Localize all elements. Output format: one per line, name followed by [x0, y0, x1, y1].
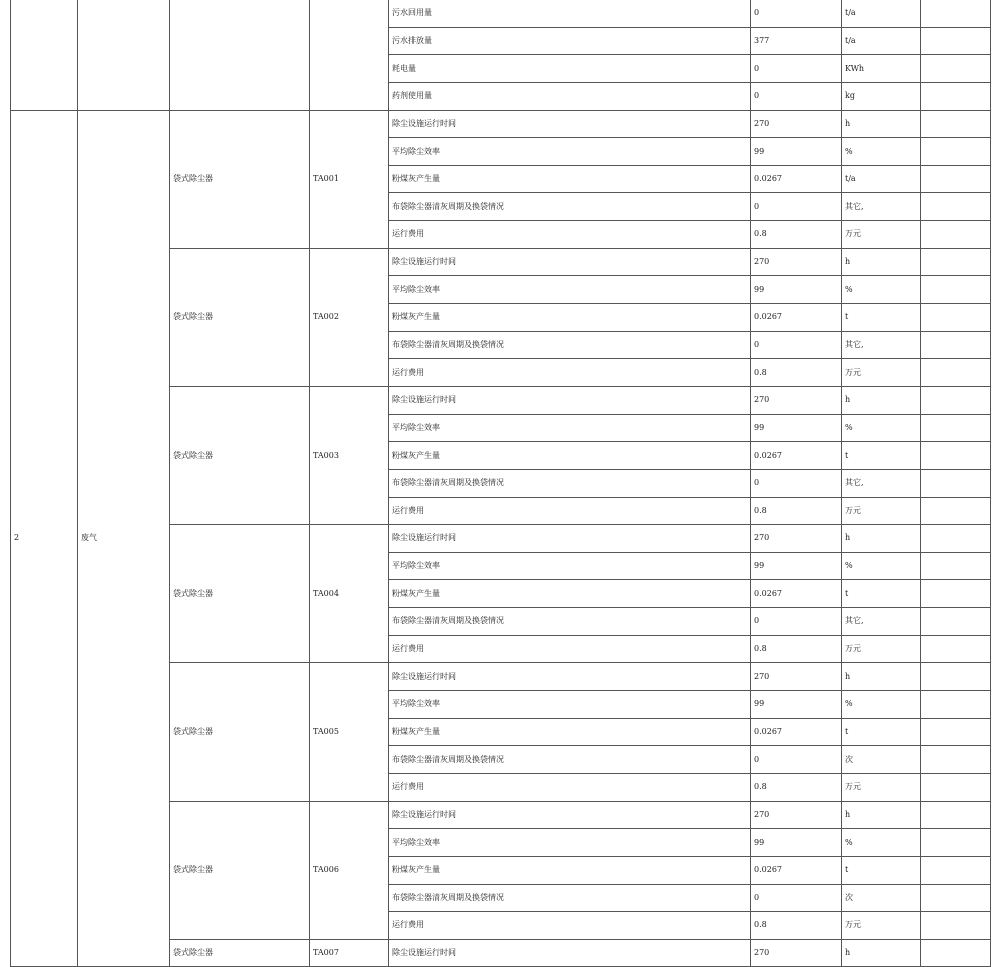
remark-cell: [921, 110, 991, 138]
indicator-cell: 粉煤灰产生量: [389, 165, 751, 193]
table-body: [11, 0, 991, 967]
remark-cell: [921, 746, 991, 774]
unit-cell: t: [842, 304, 921, 332]
unit-cell: %: [842, 138, 921, 166]
indicator-cell: 平均除尘效率: [389, 276, 751, 304]
facility-code-cell: TA002: [310, 248, 389, 386]
unit-cell: 万元: [842, 221, 921, 249]
unit-cell: 次: [842, 884, 921, 912]
value-cell: 0.0267: [751, 304, 842, 332]
unit-cell: h: [842, 663, 921, 691]
indicator-cell: 运行费用: [389, 497, 751, 525]
indicator-cell: 平均除尘效率: [389, 829, 751, 857]
remark-cell: [921, 55, 991, 83]
unit-cell: h: [842, 801, 921, 829]
remark-cell: [921, 165, 991, 193]
remark-cell: [921, 497, 991, 525]
unit-cell: 其它,: [842, 469, 921, 497]
value-cell: 270: [751, 525, 842, 553]
value-cell: 0.0267: [751, 442, 842, 470]
remark-cell: [921, 248, 991, 276]
indicator-cell: 平均除尘效率: [389, 691, 751, 719]
value-cell: 0.0267: [751, 718, 842, 746]
facility-name-cell: 袋式除尘器: [170, 939, 310, 967]
report-table: [10, 0, 991, 967]
remark-cell: [921, 552, 991, 580]
unit-cell: 万元: [842, 497, 921, 525]
indicator-cell: 药剂使用量: [389, 82, 751, 110]
indicator-cell: 布袋除尘器清灰周期及换袋情况: [389, 331, 751, 359]
indicator-cell: 除尘设施运行时间: [389, 110, 751, 138]
facility-code-cell: TA007: [310, 939, 389, 967]
unit-cell: 万元: [842, 359, 921, 387]
indicator-cell: 布袋除尘器清灰周期及换袋情况: [389, 469, 751, 497]
value-cell: 99: [751, 829, 842, 857]
indicator-cell: 布袋除尘器清灰周期及换袋情况: [389, 746, 751, 774]
unit-cell: 其它,: [842, 608, 921, 636]
indicator-cell: 污水排放量: [389, 27, 751, 55]
remark-cell: [921, 525, 991, 553]
value-cell: 99: [751, 138, 842, 166]
indicator-cell: 粉煤灰产生量: [389, 856, 751, 884]
category-cell: [78, 0, 170, 110]
unit-cell: h: [842, 110, 921, 138]
value-cell: 377: [751, 27, 842, 55]
remark-cell: [921, 221, 991, 249]
remark-cell: [921, 414, 991, 442]
value-cell: 270: [751, 939, 842, 967]
indicator-cell: 除尘设施运行时间: [389, 663, 751, 691]
value-cell: 0.0267: [751, 856, 842, 884]
value-cell: 0.0267: [751, 580, 842, 608]
remark-cell: [921, 691, 991, 719]
remark-cell: [921, 773, 991, 801]
remark-cell: [921, 580, 991, 608]
unit-cell: %: [842, 414, 921, 442]
indicator-cell: 除尘设施运行时间: [389, 386, 751, 414]
indicator-cell: 运行费用: [389, 221, 751, 249]
remark-cell: [921, 718, 991, 746]
table-row: [11, 110, 991, 138]
indicator-cell: 布袋除尘器清灰周期及换袋情况: [389, 884, 751, 912]
unit-cell: 其它,: [842, 331, 921, 359]
remark-cell: [921, 304, 991, 332]
remark-cell: [921, 331, 991, 359]
indicator-cell: 平均除尘效率: [389, 552, 751, 580]
facility-name-cell: 袋式除尘器: [170, 110, 310, 248]
value-cell: 0: [751, 82, 842, 110]
indicator-cell: 运行费用: [389, 773, 751, 801]
unit-cell: h: [842, 248, 921, 276]
unit-cell: 万元: [842, 912, 921, 940]
indicator-cell: 粉煤灰产生量: [389, 580, 751, 608]
value-cell: 0: [751, 331, 842, 359]
value-cell: 0: [751, 0, 842, 27]
unit-cell: %: [842, 829, 921, 857]
facility-code-cell: TA003: [310, 386, 389, 524]
remark-cell: [921, 801, 991, 829]
value-cell: 99: [751, 691, 842, 719]
value-cell: 270: [751, 248, 842, 276]
unit-cell: %: [842, 552, 921, 580]
unit-cell: t/a: [842, 27, 921, 55]
unit-cell: h: [842, 939, 921, 967]
unit-cell: 其它,: [842, 193, 921, 221]
indicator-cell: 除尘设施运行时间: [389, 801, 751, 829]
remark-cell: [921, 635, 991, 663]
remark-cell: [921, 856, 991, 884]
facility-code-cell: TA005: [310, 663, 389, 801]
indicator-cell: 运行费用: [389, 359, 751, 387]
value-cell: 0: [751, 746, 842, 774]
seq-cell: [11, 0, 78, 110]
unit-cell: 次: [842, 746, 921, 774]
remark-cell: [921, 939, 991, 967]
facility-name-cell: 袋式除尘器: [170, 525, 310, 663]
unit-cell: t: [842, 580, 921, 608]
value-cell: 0.8: [751, 497, 842, 525]
facility-name-cell: [170, 0, 310, 110]
remark-cell: [921, 469, 991, 497]
value-cell: 0: [751, 55, 842, 83]
remark-cell: [921, 442, 991, 470]
value-cell: 0.8: [751, 359, 842, 387]
value-cell: 270: [751, 110, 842, 138]
indicator-cell: 耗电量: [389, 55, 751, 83]
indicator-cell: 粉煤灰产生量: [389, 718, 751, 746]
value-cell: 0: [751, 608, 842, 636]
indicator-cell: 污水回用量: [389, 0, 751, 27]
value-cell: 0: [751, 469, 842, 497]
facility-name-cell: 袋式除尘器: [170, 801, 310, 939]
remark-cell: [921, 663, 991, 691]
value-cell: 99: [751, 276, 842, 304]
remark-cell: [921, 0, 991, 27]
unit-cell: h: [842, 525, 921, 553]
remark-cell: [921, 608, 991, 636]
value-cell: 99: [751, 414, 842, 442]
facility-code-cell: TA001: [310, 110, 389, 248]
table-row: [11, 0, 991, 27]
value-cell: 0.8: [751, 773, 842, 801]
unit-cell: t/a: [842, 165, 921, 193]
value-cell: 99: [751, 552, 842, 580]
indicator-cell: 平均除尘效率: [389, 138, 751, 166]
seq-cell: 2: [11, 110, 78, 967]
value-cell: 0: [751, 884, 842, 912]
indicator-cell: 运行费用: [389, 912, 751, 940]
indicator-cell: 除尘设施运行时间: [389, 939, 751, 967]
remark-cell: [921, 193, 991, 221]
indicator-cell: 粉煤灰产生量: [389, 304, 751, 332]
value-cell: 0.8: [751, 912, 842, 940]
remark-cell: [921, 276, 991, 304]
indicator-cell: 除尘设施运行时间: [389, 525, 751, 553]
value-cell: 270: [751, 801, 842, 829]
value-cell: 270: [751, 663, 842, 691]
remark-cell: [921, 27, 991, 55]
value-cell: 270: [751, 386, 842, 414]
unit-cell: 万元: [842, 635, 921, 663]
remark-cell: [921, 884, 991, 912]
facility-name-cell: 袋式除尘器: [170, 248, 310, 386]
value-cell: 0: [751, 193, 842, 221]
remark-cell: [921, 138, 991, 166]
indicator-cell: 运行费用: [389, 635, 751, 663]
unit-cell: t: [842, 856, 921, 884]
indicator-cell: 粉煤灰产生量: [389, 442, 751, 470]
value-cell: 0.8: [751, 635, 842, 663]
indicator-cell: 布袋除尘器清灰周期及换袋情况: [389, 608, 751, 636]
facility-code-cell: TA006: [310, 801, 389, 939]
remark-cell: [921, 829, 991, 857]
unit-cell: %: [842, 691, 921, 719]
unit-cell: kg: [842, 82, 921, 110]
category-cell: 废气: [78, 110, 170, 967]
unit-cell: %: [842, 276, 921, 304]
facility-code-cell: TA004: [310, 525, 389, 663]
unit-cell: KWh: [842, 55, 921, 83]
unit-cell: t/a: [842, 0, 921, 27]
remark-cell: [921, 912, 991, 940]
remark-cell: [921, 386, 991, 414]
remark-cell: [921, 82, 991, 110]
unit-cell: t: [842, 718, 921, 746]
indicator-cell: 除尘设施运行时间: [389, 248, 751, 276]
facility-code-cell: [310, 0, 389, 110]
facility-name-cell: 袋式除尘器: [170, 386, 310, 524]
indicator-cell: 布袋除尘器清灰周期及换袋情况: [389, 193, 751, 221]
facility-name-cell: 袋式除尘器: [170, 663, 310, 801]
remark-cell: [921, 359, 991, 387]
unit-cell: 万元: [842, 773, 921, 801]
indicator-cell: 平均除尘效率: [389, 414, 751, 442]
value-cell: 0.8: [751, 221, 842, 249]
value-cell: 0.0267: [751, 165, 842, 193]
unit-cell: t: [842, 442, 921, 470]
unit-cell: h: [842, 386, 921, 414]
